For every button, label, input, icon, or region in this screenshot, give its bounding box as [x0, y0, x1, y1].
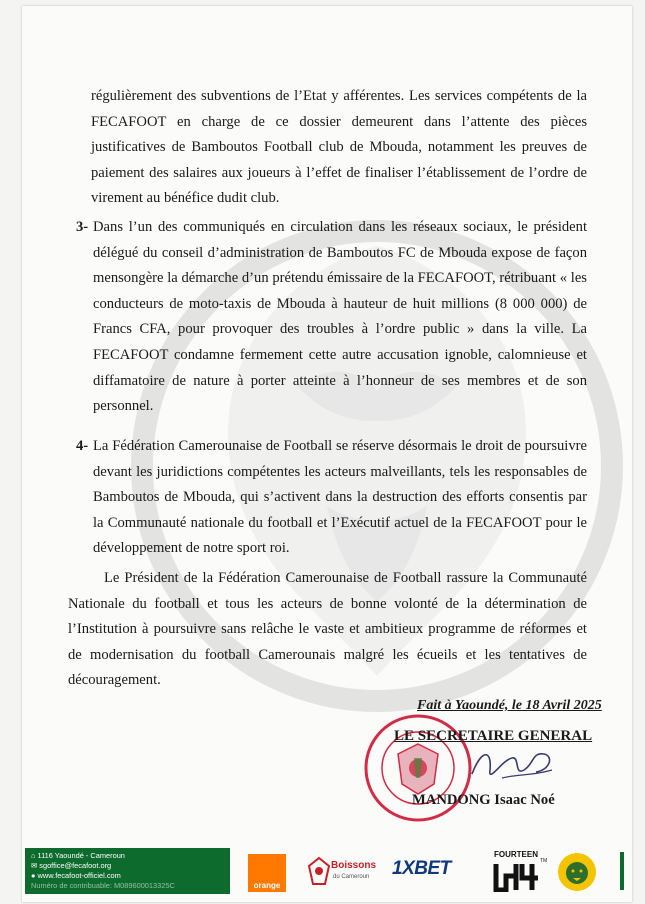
1xbet-logo: 1XBET	[392, 858, 451, 879]
footer-address: 1116 Yaoundé - Cameroun	[37, 851, 125, 860]
footer-email[interactable]: sgoffice@fecafoot.org	[39, 861, 112, 870]
orange-logo-text: orange	[253, 881, 281, 890]
orange-logo	[248, 854, 286, 892]
fourteen-tm: TM	[540, 858, 548, 864]
fourteen-text: FOURTEEN	[494, 850, 538, 859]
footer-contact	[25, 848, 230, 894]
globe-icon: ●	[31, 871, 36, 880]
footer-tax-number: Numéro de contribuable: M089600013325C	[31, 881, 175, 890]
letter-page	[22, 6, 632, 902]
footer-website[interactable]: www.fecafoot-officiel.com	[37, 871, 121, 880]
footer-accent-bar	[620, 852, 624, 890]
email-icon: ✉	[31, 861, 38, 870]
signer-name: MANDONG Isaac Noé	[412, 792, 555, 808]
list-item	[76, 434, 587, 562]
signer-title: LE SECRETAIRE GENERAL	[394, 728, 593, 744]
boissons-subtext: du Cameroun	[333, 874, 370, 880]
continuation-paragraph: régulièrement des subventions de l’Etat y afférentes. Les services compétents de la FECAFOOT en charge de ce dossier demeurent dans l’attente des pièces justificatives de Bamboutos Football club de Mbouda, notamment les preuves de paiement des salaires aux joueurs à l’effet de finaliser l’établissement de l’ordre de virement au bénéfice dudit club.	[91, 88, 587, 207]
closing-paragraph: Le Président de la Fédération Camerounaise de Football rassure la Communauté Nationale du football et tous les acteurs de bonne volonté de la détermination de l’Institution à poursuivre sans relâche le vaste et ambitieux programme de réformes et de modernisation du football Camerounais malgré les écueils et les tentatives de découragement.	[68, 570, 587, 689]
boissons-du-cameroun-logo	[305, 852, 375, 892]
item-text: La Fédération Camerounaise de Football se réserve désormais le droit de poursuivre devant les juridictions compétentes les acteurs malveillants, tels les responsables de Bamboutos de Mbouda, qui s’activent dans la destruction des efforts consentis par la Communauté nationale du football et l’Exécutif actuel de la FECAFOOT pour le développement de notre sport roi.	[93, 438, 587, 557]
item-number: 3-	[76, 219, 89, 235]
handwritten-signature-icon	[462, 740, 562, 790]
fecafoot-lion-logo-icon	[557, 852, 597, 892]
item-text: Dans l’un des communiqués en circulation dans les réseaux sociaux, le président délégué du conseil d’administration de Bamboutos FC de Mbouda expose de façon mensongère la démarche d’un prétendu émissaire de la FECAFOOT, rétribuant « les conducteurs de moto-taxis de Mbouda à hauteur de huit millions (8 000 000) de Francs CFA, pour provoquer des troubles à l’ordre public » dans la ville. La FECAFOOT condamne fermement cette autre accusation ignoble, calomnieuse et diffamatoire de nature à porter atteinte à l’honneur de ses membres et de son personnel.	[93, 219, 587, 415]
fourteen-logo	[492, 850, 547, 892]
list-item	[76, 215, 587, 420]
place-date: Fait à Yaoundé, le 18 Avril 2025	[417, 698, 602, 713]
fourteen-emblem-icon	[492, 862, 542, 892]
boissons-text: Boissons	[331, 860, 377, 871]
home-icon: ⌂	[31, 851, 36, 860]
boissons-emblem-icon	[307, 856, 331, 888]
item-number: 4-	[76, 438, 89, 454]
footer	[22, 848, 632, 894]
